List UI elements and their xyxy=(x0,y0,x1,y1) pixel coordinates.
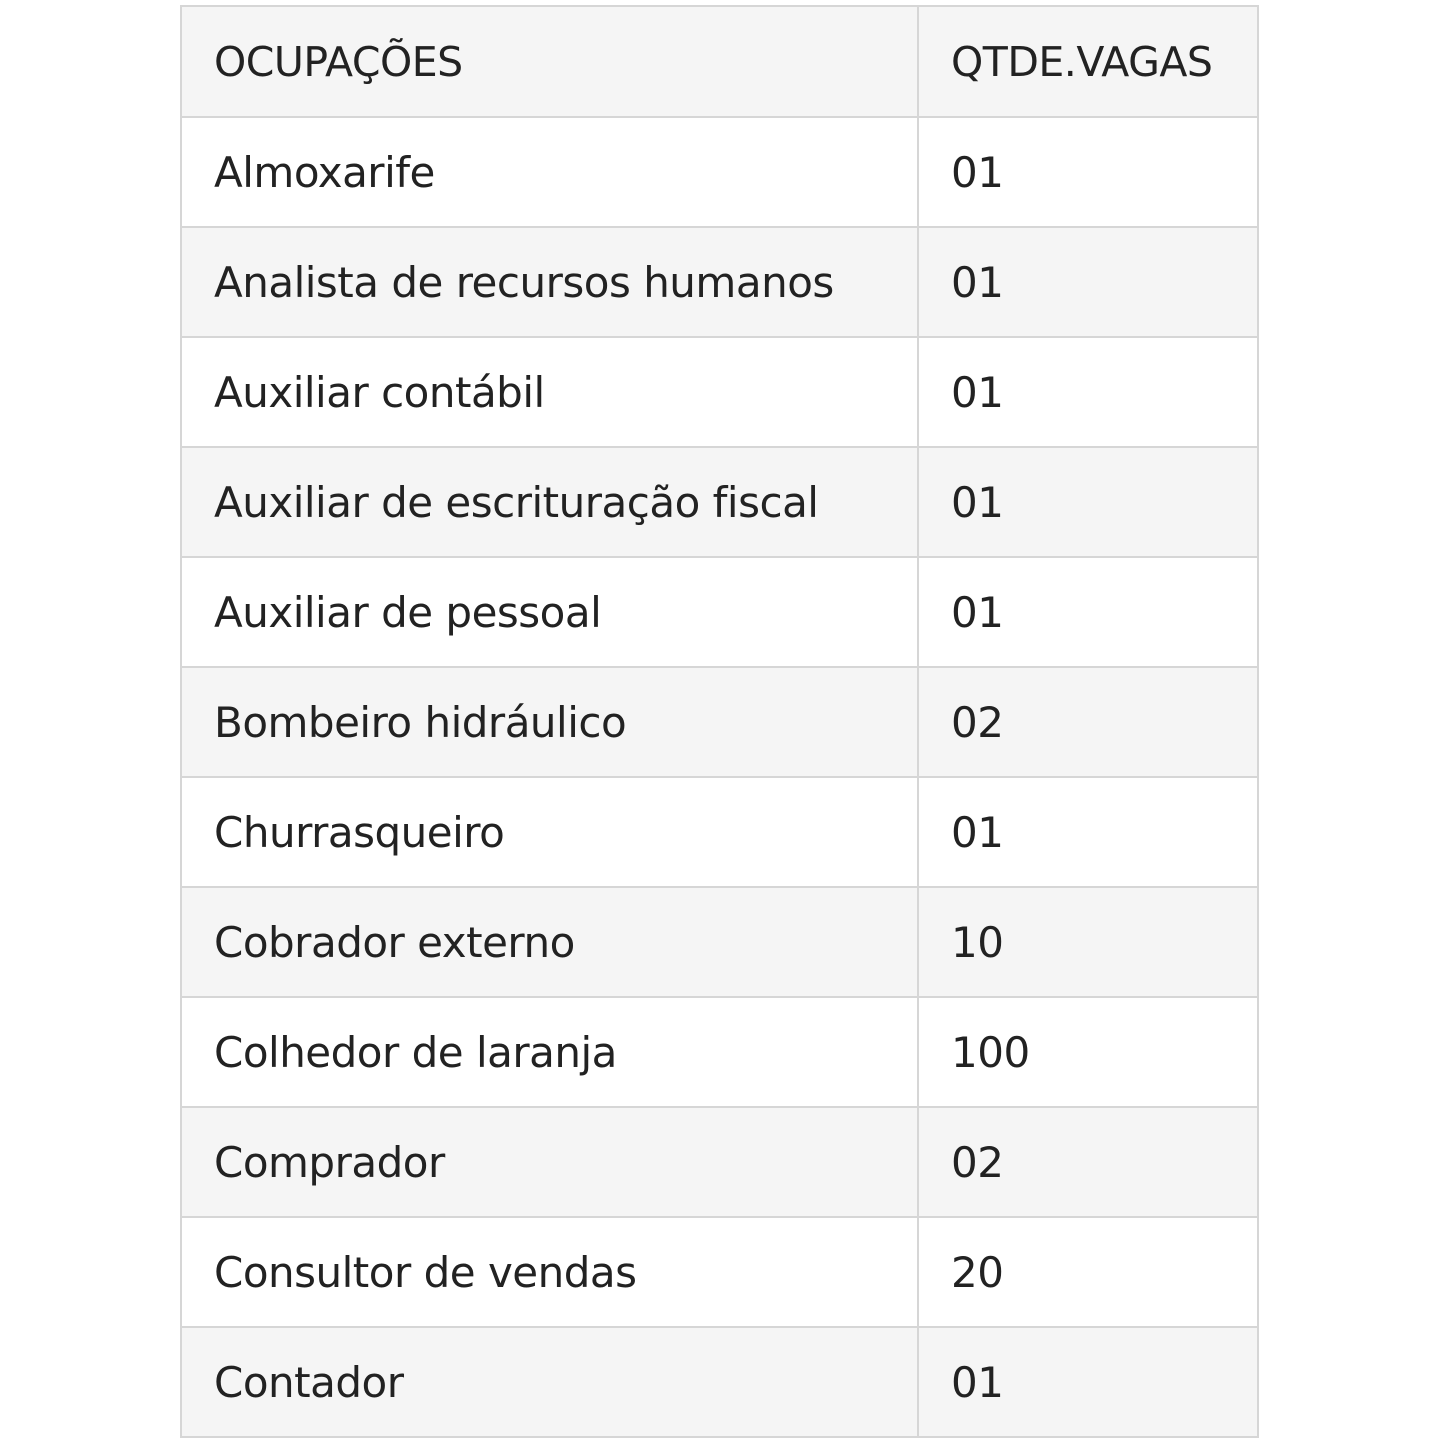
table-row xyxy=(182,117,1257,227)
table-row xyxy=(182,667,1257,777)
quantity-cell: 10 xyxy=(918,887,1257,997)
occupation-cell: Churrasqueiro xyxy=(182,777,918,887)
occupation-cell: Auxiliar de escrituração fiscal xyxy=(182,447,918,557)
table-row xyxy=(182,227,1257,337)
table-row xyxy=(182,1327,1257,1437)
quantity-cell: 01 xyxy=(918,777,1257,887)
table-row xyxy=(182,447,1257,557)
quantity-cell: 02 xyxy=(918,1107,1257,1217)
quantity-cell: 02 xyxy=(918,667,1257,777)
occupation-cell: Colhedor de laranja xyxy=(182,997,918,1107)
occupation-cell: Consultor de vendas xyxy=(182,1217,918,1327)
header-quantity: QTDE.VAGAS xyxy=(918,7,1257,117)
occupation-cell: Comprador xyxy=(182,1107,918,1217)
table-row xyxy=(182,337,1257,447)
occupation-cell: Bombeiro hidráulico xyxy=(182,667,918,777)
occupation-cell: Contador xyxy=(182,1327,918,1437)
quantity-cell: 01 xyxy=(918,447,1257,557)
header-occupations: OCUPAÇÕES xyxy=(182,7,918,117)
quantity-cell: 01 xyxy=(918,337,1257,447)
table-row xyxy=(182,777,1257,887)
table-row xyxy=(182,1107,1257,1217)
quantity-cell: 100 xyxy=(918,997,1257,1107)
table-header-row xyxy=(182,7,1257,117)
table-row xyxy=(182,887,1257,997)
quantity-cell: 20 xyxy=(918,1217,1257,1327)
occupation-cell: Auxiliar contábil xyxy=(182,337,918,447)
occupation-cell: Analista de recursos humanos xyxy=(182,227,918,337)
quantity-cell: 01 xyxy=(918,227,1257,337)
table-row xyxy=(182,1217,1257,1327)
job-openings-table xyxy=(182,7,1257,1438)
occupation-cell: Cobrador externo xyxy=(182,887,918,997)
job-openings-table-container xyxy=(180,5,1259,1438)
occupation-cell: Auxiliar de pessoal xyxy=(182,557,918,667)
table-row xyxy=(182,557,1257,667)
occupation-cell: Almoxarife xyxy=(182,117,918,227)
quantity-cell: 01 xyxy=(918,117,1257,227)
quantity-cell: 01 xyxy=(918,557,1257,667)
table-row xyxy=(182,997,1257,1107)
quantity-cell: 01 xyxy=(918,1327,1257,1437)
